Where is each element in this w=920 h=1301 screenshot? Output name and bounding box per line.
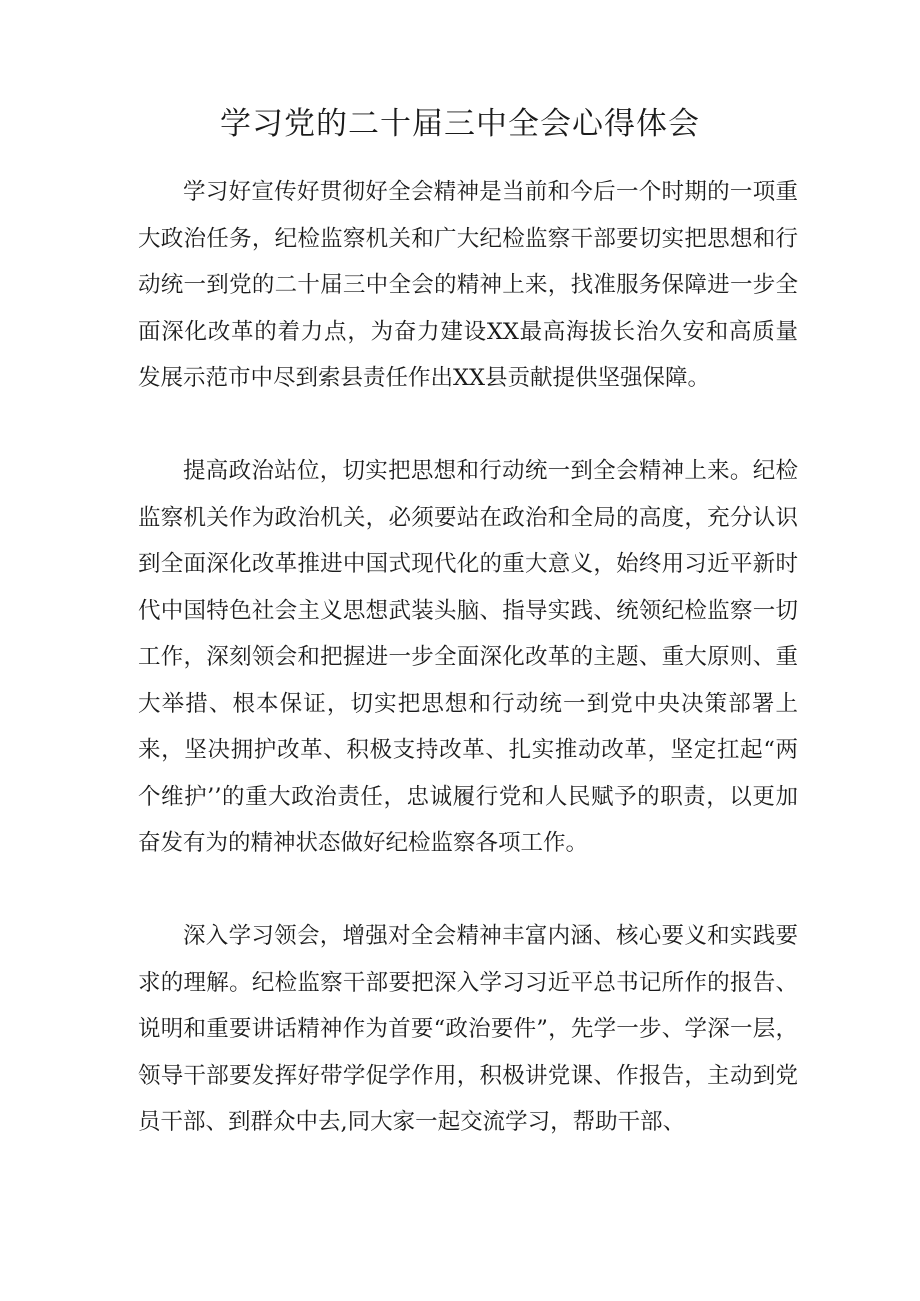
document-title: 学习党的二十届三中全会心得体会: [220, 106, 700, 142]
paragraph-1: 学习好宣传好贯彻好全会精神是当前和今后一个时期的一项重大政治任务，纪检监察机关和广大纪检监察干部要切实把思想和行动统一到党的二十届三中全会的精神上来，找准服务保障进一步全面深化改革的着力点，为奋力建设XX最高海拔长治久安和高质量发展示范市中尽到索县责任作出XX县贡献提供坚强保障。: [138, 179, 798, 391]
paragraph-3: 深入学习领会，增强对全会精神丰富内涵、核心要义和实践要求的理解。纪检监察干部要把深入学习习近平总书记所作的报告、说明和重要讲话精神作为首要“政治要件”，先学一步、学深一层，领导干部要发挥好带学促学作用，积极讲党课、作报告，主动到党员干部、到群众中去,同大家一起交流学习，帮助干部、: [138, 923, 798, 1135]
paragraph-2: 提高政治站位，切实把思想和行动统一到全会精神上来。纪检监察机关作为政治机关，必须要站在政治和全局的高度，充分认识到全面深化改革推进中国式现代化的重大意义，始终用习近平新时代中国特色社会主义思想武装头脑、指导实践、统领纪检监察一切工作，深刻领会和把握进一步全面深化改革的主题、重大原则、重大举措、根本保证，切实把思想和行动统一到党中央决策部署上来，坚决拥护改革、积极支持改革、扎实推动改革，坚定扛起“两个维护’’的重大政治责任，忠诚履行党和人民赋予的职责，以更加奋发有为的精神状态做好纪检监察各项工作。: [138, 458, 798, 856]
